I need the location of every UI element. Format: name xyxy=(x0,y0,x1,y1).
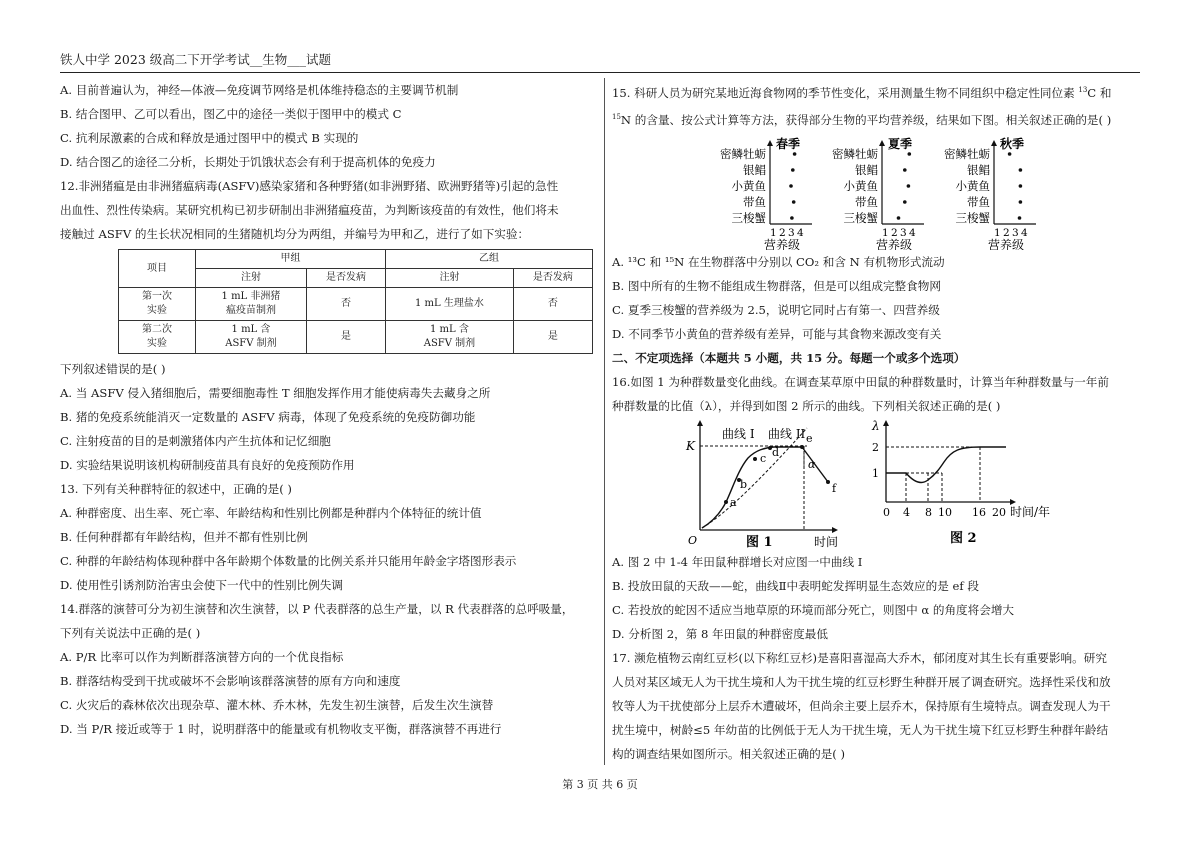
tick-label-1-1: 2 xyxy=(891,226,898,239)
q12-stem-line1: 12.非洲猪瘟是由非洲猪瘟病毒(ASFV)感染家猪和各种野猪(如非洲野猪、欧洲野猪等)引起的急性 xyxy=(60,179,559,193)
species-label-1-4: 三梭蟹 xyxy=(843,210,878,225)
q12-stem-line3: 接触过 ASFV 的生长状况相同的生猪随机均分为两组，并编号为甲和乙，进行了如下实验： xyxy=(60,227,530,241)
species-label-0-2: 小黄鱼 xyxy=(731,178,766,193)
data-point-2-3 xyxy=(1019,200,1023,204)
species-label-1-1: 银鲳 xyxy=(855,162,878,177)
fig2-ytick-2: 2 xyxy=(872,440,879,454)
fig2-xtick-10: 10 xyxy=(938,505,952,519)
species-label-1-0: 密鳞牡蛎 xyxy=(832,146,878,161)
fig2-xtick-4: 4 xyxy=(903,505,910,519)
q12-experiment-table xyxy=(118,249,593,354)
section-2-heading: 二、不定项选择（本题共 5 小题，共 15 分。每题一个或多个选项） xyxy=(612,350,966,365)
q16-stem-line2: 种群数量的比值（λ），并得到如图 2 所示的曲线。下列相关叙述正确的是( ) xyxy=(612,398,1001,413)
table-row1-jia-sick: 否 xyxy=(306,288,385,321)
figure-1 xyxy=(685,420,838,550)
q14-option-a: A. P/R 比率可以作为判断群落演替方向的一个优良指标 xyxy=(60,650,344,664)
species-label-0-1: 银鲳 xyxy=(743,162,766,177)
fig1-point-f: f xyxy=(832,481,837,495)
table-row2-yi-sick: 是 xyxy=(513,321,592,354)
figure-2 xyxy=(871,419,1050,546)
trophic-level-chart xyxy=(612,132,1140,250)
q17-line1: 17. 濒危植物云南红豆杉(以下称红豆杉)是喜阳喜湿高大乔木，郁闭度对其生长有重要影响。研究 xyxy=(612,650,1107,665)
fig2-ylabel: λ xyxy=(872,418,880,433)
fig1-curve1-label: 曲线 I xyxy=(722,426,755,441)
q14-stem-line1: 14.群落的演替可分为初生演替和次生演替，以 P 代表群落的总生产量，以 R 代表群落的总呼吸量， xyxy=(60,602,574,616)
q12-ask: 下列叙述错误的是( ) xyxy=(60,362,166,376)
q11-option-a: A. 目前普遍认为，神经—体液—免疫调节网络是机体维持稳态的主要调节机制 xyxy=(60,83,459,97)
column-divider xyxy=(604,78,605,765)
data-point-2-4 xyxy=(1018,216,1022,220)
q16-option-a: A. 图 2 中 1-4 年田鼠种群增长对应图一中曲线 I xyxy=(612,554,863,569)
species-label-1-3: 带鱼 xyxy=(855,194,878,209)
table-row1-yi-sick: 否 xyxy=(513,288,592,321)
q17-line3: 牧等人为干扰使部分上层乔木遭破坏，但尚余主要上层乔木，保持原有生境特点。调查发现人为干 xyxy=(612,698,1111,713)
tick-label-0-2: 3 xyxy=(788,226,795,239)
fig2-ytick-1: 1 xyxy=(872,466,879,480)
table-row1-jia-inject: 1 mL 非洲猪 瘟疫苗制剂 xyxy=(196,288,307,321)
fig1-curve2-label: 曲线 II xyxy=(768,426,806,441)
tick-label-2-3: 4 xyxy=(1021,226,1028,239)
q13-stem: 13. 下列有关种群特征的叙述中，正确的是( ) xyxy=(60,482,292,496)
data-point-0-2 xyxy=(789,184,793,188)
species-label-1-2: 小黄鱼 xyxy=(843,178,878,193)
q16-option-b: B. 投放田鼠的天敌——蛇，曲线Ⅱ中表明蛇发挥明显生态效应的是 ef 段 xyxy=(612,578,979,593)
q15-stem-line1: 15. 科研人员为研究某地近海食物网的季节性变化，采用测量生物不同组织中稳定性同位素 $^{13}$C 和 xyxy=(612,85,1112,100)
q11-option-d: D. 结合图乙的途径二分析，长期处于饥饿状态会有利于提高机体的免疫力 xyxy=(60,155,436,169)
q17-line5: 构的调查结果如图所示。相关叙述正确的是( ) xyxy=(612,746,846,761)
species-label-0-0: 密鳞牡蛎 xyxy=(720,146,766,161)
fig1-point-b: b xyxy=(740,477,748,491)
q16-stem-line1: 16.如图 1 为种群数量变化曲线。在调查某草原中田鼠的种群数量时，计算当年种群数量与一年前 xyxy=(612,374,1109,389)
right-column xyxy=(612,78,1140,766)
species-label-2-1: 银鲳 xyxy=(967,162,990,177)
table-row1-yi-inject: 1 mL 生理盐水 xyxy=(386,288,514,321)
data-point-0-4 xyxy=(790,216,794,220)
fig1-origin-label: O xyxy=(688,533,698,547)
data-point-0-3 xyxy=(792,200,796,204)
page-footer xyxy=(0,776,1200,792)
q14-stem-line2: 下列有关说法中正确的是( ) xyxy=(60,626,201,640)
xlabel-2: 营养级 xyxy=(988,237,1025,250)
axis-y-arrow-2 xyxy=(991,140,997,146)
table-row2-label: 第二次 实验 xyxy=(119,321,196,354)
species-label-0-4: 三梭蟹 xyxy=(731,210,766,225)
fig1-alpha-label: α xyxy=(808,457,816,471)
species-label-2-2: 小黄鱼 xyxy=(955,178,990,193)
population-curves xyxy=(612,418,1140,550)
data-point-2-2 xyxy=(1019,184,1023,188)
table-header-item: 项目 xyxy=(119,250,196,288)
q14-option-b: B. 群落结构受到干扰或破坏不会影响该群落演替的原有方向和速度 xyxy=(60,674,401,688)
q12-option-c: C. 注射疫苗的目的是刺激猪体内产生抗体和记忆细胞 xyxy=(60,434,331,448)
tick-label-2-0: 1 xyxy=(994,226,1001,239)
species-label-2-0: 密鳞牡蛎 xyxy=(944,146,990,161)
fig1-point-d: d xyxy=(772,445,780,459)
species-label-2-3: 带鱼 xyxy=(967,194,990,209)
data-point-0-1 xyxy=(791,168,795,172)
q14-option-d: D. 当 P/R 接近或等于 1 时，说明群落中的能量或有机物收支平衡，群落演替不再进行 xyxy=(60,722,502,736)
exam-header xyxy=(60,50,1140,73)
q17-line2: 人员对某区域无人为干扰生境和人为干扰生境的红豆杉野生种群开展了调查研究。选择性采伐和放 xyxy=(612,674,1111,689)
data-point-2-0 xyxy=(1008,152,1012,156)
table-row2-yi-inject: 1 mL 含 ASFV 制剂 xyxy=(386,321,514,354)
species-label-0-3: 带鱼 xyxy=(743,194,766,209)
table-header-jia-inject: 注射 xyxy=(196,269,307,288)
table-row2-jia-inject: 1 mL 含 ASFV 制剂 xyxy=(196,321,307,354)
season-title-1: 夏季 xyxy=(888,136,913,151)
tick-label-0-0: 1 xyxy=(770,226,777,239)
table-header-yi-inject: 注射 xyxy=(386,269,514,288)
fig1-point-c: c xyxy=(760,451,767,465)
q16-option-c: C. 若投放的蛇因不适应当地草原的环境而部分死亡，则图中 α 的角度将会增大 xyxy=(612,602,1015,617)
q15-option-a: A. ¹³C 和 ¹⁵N 在生物群落中分别以 CO₂ 和含 N 有机物形式流动 xyxy=(612,254,945,269)
season-title-2: 秋季 xyxy=(1000,136,1025,151)
q13-option-b: B. 任何种群都有年龄结构，但并不都有性别比例 xyxy=(60,530,308,544)
data-point-1-2 xyxy=(907,184,911,188)
season-title-0: 春季 xyxy=(776,136,801,151)
q11-option-b: B. 结合图甲、乙可以看出，图乙中的途径一类似于图甲中的模式 C xyxy=(60,107,402,121)
table-row2-jia-sick: 是 xyxy=(306,321,385,354)
q16-figures xyxy=(612,418,1140,550)
q15-figure xyxy=(612,132,1140,250)
axis-y-arrow-0 xyxy=(767,140,773,146)
fig2-xlabel: 时间/年 xyxy=(1010,504,1051,519)
tick-label-0-1: 2 xyxy=(779,226,786,239)
axis-y-arrow-1 xyxy=(879,140,885,146)
data-point-1-0 xyxy=(908,152,912,156)
fig2-xtick-16: 16 xyxy=(972,505,986,519)
q14-option-c: C. 火灾后的森林依次出现杂草、灌木林、乔木林，先发生初生演替，后发生次生演替 xyxy=(60,698,494,712)
fig1-xlabel: 时间 xyxy=(814,534,839,549)
tick-label-1-0: 1 xyxy=(882,226,889,239)
q12-option-b: B. 猪的免疫系统能消灭一定数量的 ASFV 病毒，体现了免疫系统的免疫防御功能 xyxy=(60,410,476,424)
table-header-jia: 甲组 xyxy=(196,250,386,269)
fig1-point-e: e xyxy=(806,431,813,445)
fig2-caption: 图 2 xyxy=(950,530,977,546)
q13-option-a: A. 种群密度、出生率、死亡率、年龄结构和性别比例都是种群内个体特征的统计值 xyxy=(60,506,482,520)
tick-label-1-3: 4 xyxy=(909,226,916,239)
tick-label-2-1: 2 xyxy=(1003,226,1010,239)
fig1-point-a: a xyxy=(730,495,737,509)
fig2-xtick-0: 0 xyxy=(883,505,890,519)
q15-option-d: D. 不同季节小黄鱼的营养级有差异，可能与其食物来源改变有关 xyxy=(612,326,942,341)
tick-label-2-2: 3 xyxy=(1012,226,1019,239)
q15-option-b: B. 图中所有的生物不能组成生物群落，但是可以组成完整食物网 xyxy=(612,278,941,293)
species-label-2-4: 三梭蟹 xyxy=(955,210,990,225)
q13-option-d: D. 使用性引诱剂防治害虫会使下一代中的性别比例失调 xyxy=(60,578,343,592)
q12-option-a: A. 当 ASFV 侵入猪细胞后，需要细胞毒性 T 细胞发挥作用才能使病毒失去藏身之所 xyxy=(60,386,491,400)
data-point-1-4 xyxy=(897,216,901,220)
fig1-k-label: K xyxy=(686,438,695,453)
q13-option-c: C. 种群的年龄结构体现种群中各年龄期个体数量的比例关系并只能用年龄金字塔图形表示 xyxy=(60,554,517,568)
data-point-1-3 xyxy=(903,200,907,204)
left-column xyxy=(60,78,596,741)
q15-stem-line2: $^{15}$N 的含量、按公式计算等方法，获得部分生物的平均营养级，结果如下图。相关叙述正确的是( ) xyxy=(612,112,1112,127)
data-point-1-1 xyxy=(903,168,907,172)
q12-option-d: D. 实验结果说明该机构研制疫苗具有良好的免疫预防作用 xyxy=(60,458,355,472)
fig2-xtick-8: 8 xyxy=(925,505,932,519)
q15-option-c: C. 夏季三梭蟹的营养级为 2.5，说明它同时占有第一、四营养级 xyxy=(612,302,940,317)
tick-label-1-2: 3 xyxy=(900,226,907,239)
xlabel-0: 营养级 xyxy=(764,237,801,250)
data-point-2-1 xyxy=(1019,168,1023,172)
table-row1-label: 第一次 实验 xyxy=(119,288,196,321)
table-header-jia-sick: 是否发病 xyxy=(306,269,385,288)
q16-option-d: D. 分析图 2，第 8 年田鼠的种群密度最低 xyxy=(612,626,828,641)
data-point-0-0 xyxy=(793,152,797,156)
table-header-yi-sick: 是否发病 xyxy=(513,269,592,288)
table-header-yi: 乙组 xyxy=(386,250,593,269)
exam-title: 铁人中学 2023 级高二下开学考试__生物___试题 xyxy=(60,52,332,67)
q17-line4: 扰生境中，树龄≤5 年幼苗的比例低于无人为干扰生境，无人为干扰生境下红豆杉野生种群年龄结 xyxy=(612,722,1109,737)
q11-option-c: C. 抗利尿激素的合成和释放是通过图甲中的模式 B 实现的 xyxy=(60,131,359,145)
page-number: 第 3 页 共 6 页 xyxy=(562,778,638,791)
fig1-caption: 图 1 xyxy=(746,534,773,550)
q12-stem-line2: 出血性、烈性传染病。某研究机构已初步研制出非洲猪瘟疫苗，为判断该疫苗的有效性，他们将未 xyxy=(60,203,559,217)
xlabel-1: 营养级 xyxy=(876,237,913,250)
tick-label-0-3: 4 xyxy=(797,226,804,239)
fig2-xtick-20: 20 xyxy=(992,505,1006,519)
